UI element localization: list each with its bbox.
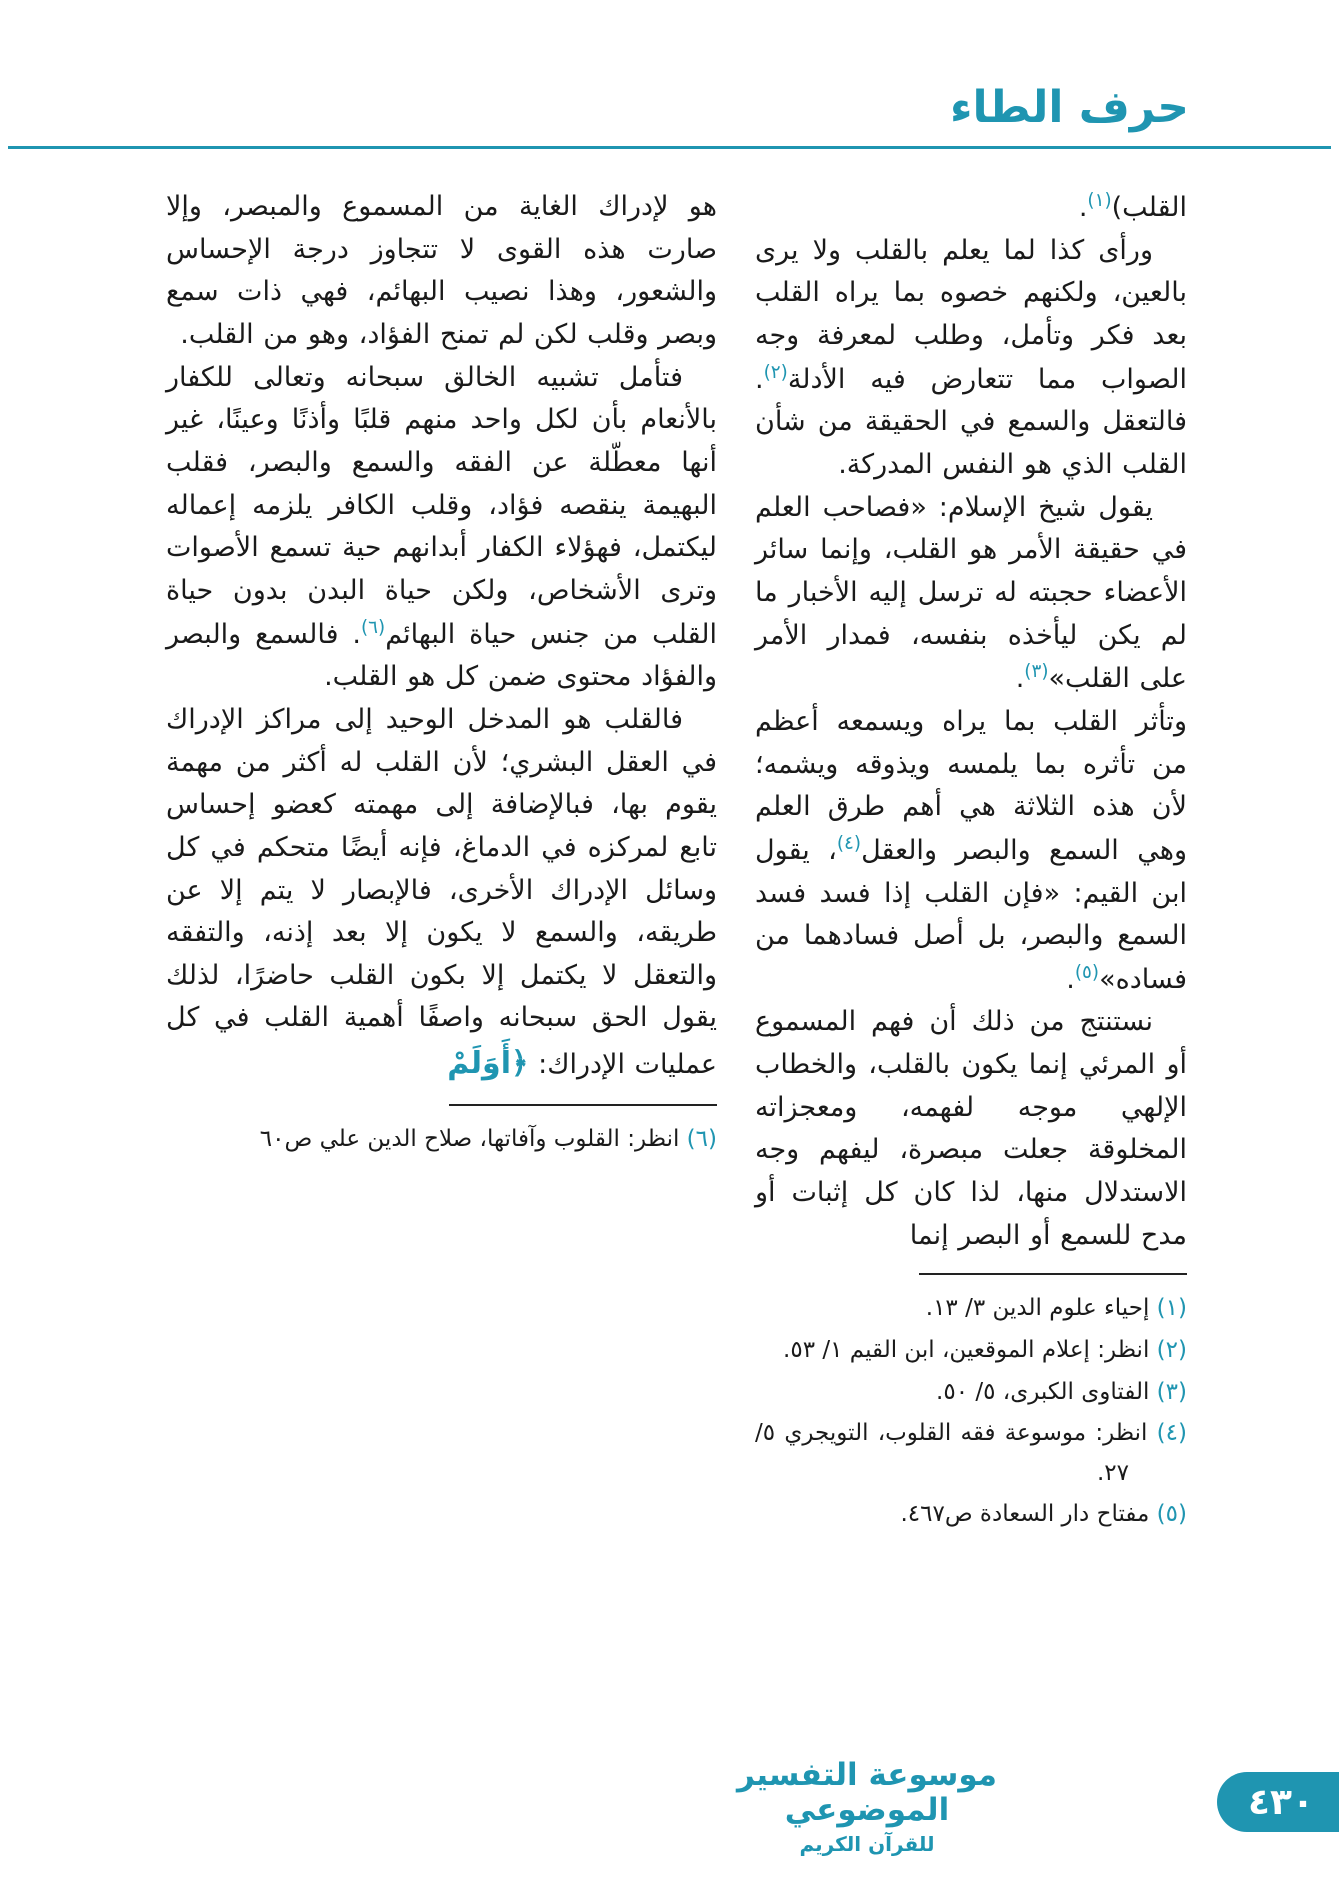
- paragraph: وتأثر القلب بما يراه ويسمعه أعظم من تأثره بما يلمسه ويذوقه ويشمه؛ لأن هذه الثلاثة هي أهم طرق العلم وهي السمع والبصر والعقل$^{(٤)}$، يقول ابن القيم: «فإن القلب إذا فسد فسد السمع والبصر، بل أصل فسادهما من فساده»$^{(٥)}$.: [755, 705, 1187, 995]
- text-columns: [166, 186, 1187, 1720]
- publisher-calligraphy: [717, 1758, 1017, 1856]
- quran-verse-ornament: ﴿أَوَلَمْ: [447, 1046, 529, 1082]
- paragraph: يقول شيخ الإسلام: «فصاحب العلم في حقيقة الأمر هو القلب، وإنما سائر الأعضاء حجبته له ترسل إليه الأخبار ما لم يكن ليأخذه بنفسه، فمدار الأمر على القلب»$^{(٣)}$.: [755, 491, 1187, 695]
- footnote-divider: [449, 1104, 717, 1106]
- paragraph: هو لإدراك الغاية من المسموع والمبصر، وإلا صارت هذه القوى لا تتجاوز درجة الإحساس والشعور، وهذا نصيب البهائم، فهي ذات سمع وبصر وقلب لكن لم تمنح الفؤاد، وهو من القلب.: [166, 191, 717, 350]
- paragraph: [166, 699, 717, 1088]
- paragraph-text: فالقلب هو المدخل الوحيد إلى مراكز الإدراك في العقل البشري؛ لأن القلب له أكثر من مهمة يقوم بها، فبالإضافة إلى مهمته كعضو إحساس تابع لمركزه في الدماغ، فإنه أيضًا متحكم في كل وسائل الإدراك الأخرى، فالإبصار لا يتم إلا عن طريقه، والسمع لا يكون إلا بعد إذنه، والتفقه والتعقل لا يكتمل إلا بكون القلب حاضرًا، لذلك يقول الحق سبحانه واصفًا أهمية القلب في كل عمليات الإدراك:: [166, 703, 717, 1081]
- paragraph: نستنتج من ذلك أن فهم المسموع أو المرئي إنما يكون بالقلب، والخطاب الإلهي موجه لفهمه، ومعجزاته المخلوقة جعلت مبصرة، ليفهم وجه الاستدلال منها، لذا كان كل إثبات أو مدح للسمع أو البصر إنما: [755, 1006, 1187, 1251]
- footnote-item: (١) إحياء علوم الدين ٣/ ١٣.: [925, 1295, 1187, 1322]
- left-footnotes: [166, 1104, 717, 1160]
- footnote-item: (٢) انظر: إعلام الموقعين، ابن القيم ١/ ٥٣.: [783, 1336, 1187, 1363]
- paragraph: القلب)$^{(١)}$.: [1078, 190, 1187, 223]
- right-footnotes: [755, 1273, 1187, 1534]
- paragraph: ورأى كذا لما يعلم بالقلب ولا يرى بالعين، ولكنهم خصوه بما يراه القلب بعد فكر وتأمل، وطلب لمعرفة وجه الصواب مما تتعارض فيه الأدلة$^{(٢)}$. فالتعقل والسمع في الحقيقة من شأن القلب الذي هو النفس المدركة.: [755, 234, 1187, 480]
- section-title: حرف الطاء: [950, 82, 1189, 133]
- header-divider: [8, 146, 1331, 149]
- footnote-item: (٣) الفتاوى الكبرى، ٥/ ٥٠.: [936, 1378, 1187, 1405]
- footnote-item: (٦) انظر: القلوب وآفاتها، صلاح الدين علي ص٦٠: [259, 1125, 717, 1152]
- right-column: [755, 186, 1187, 1720]
- footnote-divider: [919, 1273, 1187, 1275]
- publisher-subtitle: للقرآن الكريم: [799, 1832, 935, 1856]
- footnote-item: (٥) مفتاح دار السعادة ص٤٦٧.: [900, 1501, 1187, 1528]
- paragraph: فتأمل تشبيه الخالق سبحانه وتعالى للكفار بالأنعام بأن لكل واحد منهم قلبًا وأذنًا وعينًا، غير أنها معطّلة عن الفقه والسمع والبصر، فقلب البهيمة ينقصه فؤاد، وقلب الكافر يلزمه إعماله ليكتمل، فهؤلاء الكفار أبدانهم حية تسمع الأصوات وترى الأشخاص، ولكن حياة البدن بدون حياة القلب من جنس حياة البهائم$^{(٦)}$. فالسمع والبصر والفؤاد محتوى ضمن كل هو القلب.: [166, 361, 717, 693]
- footnote-item: (٤) انظر: موسوعة فقه القلوب، التويجري ٥/ ٢٧.: [755, 1420, 1187, 1486]
- page-number-badge: ٤٣٠: [1217, 1772, 1339, 1832]
- publisher-title: موسوعة التفسير الموضوعي: [736, 1756, 998, 1829]
- left-column: [166, 186, 717, 1720]
